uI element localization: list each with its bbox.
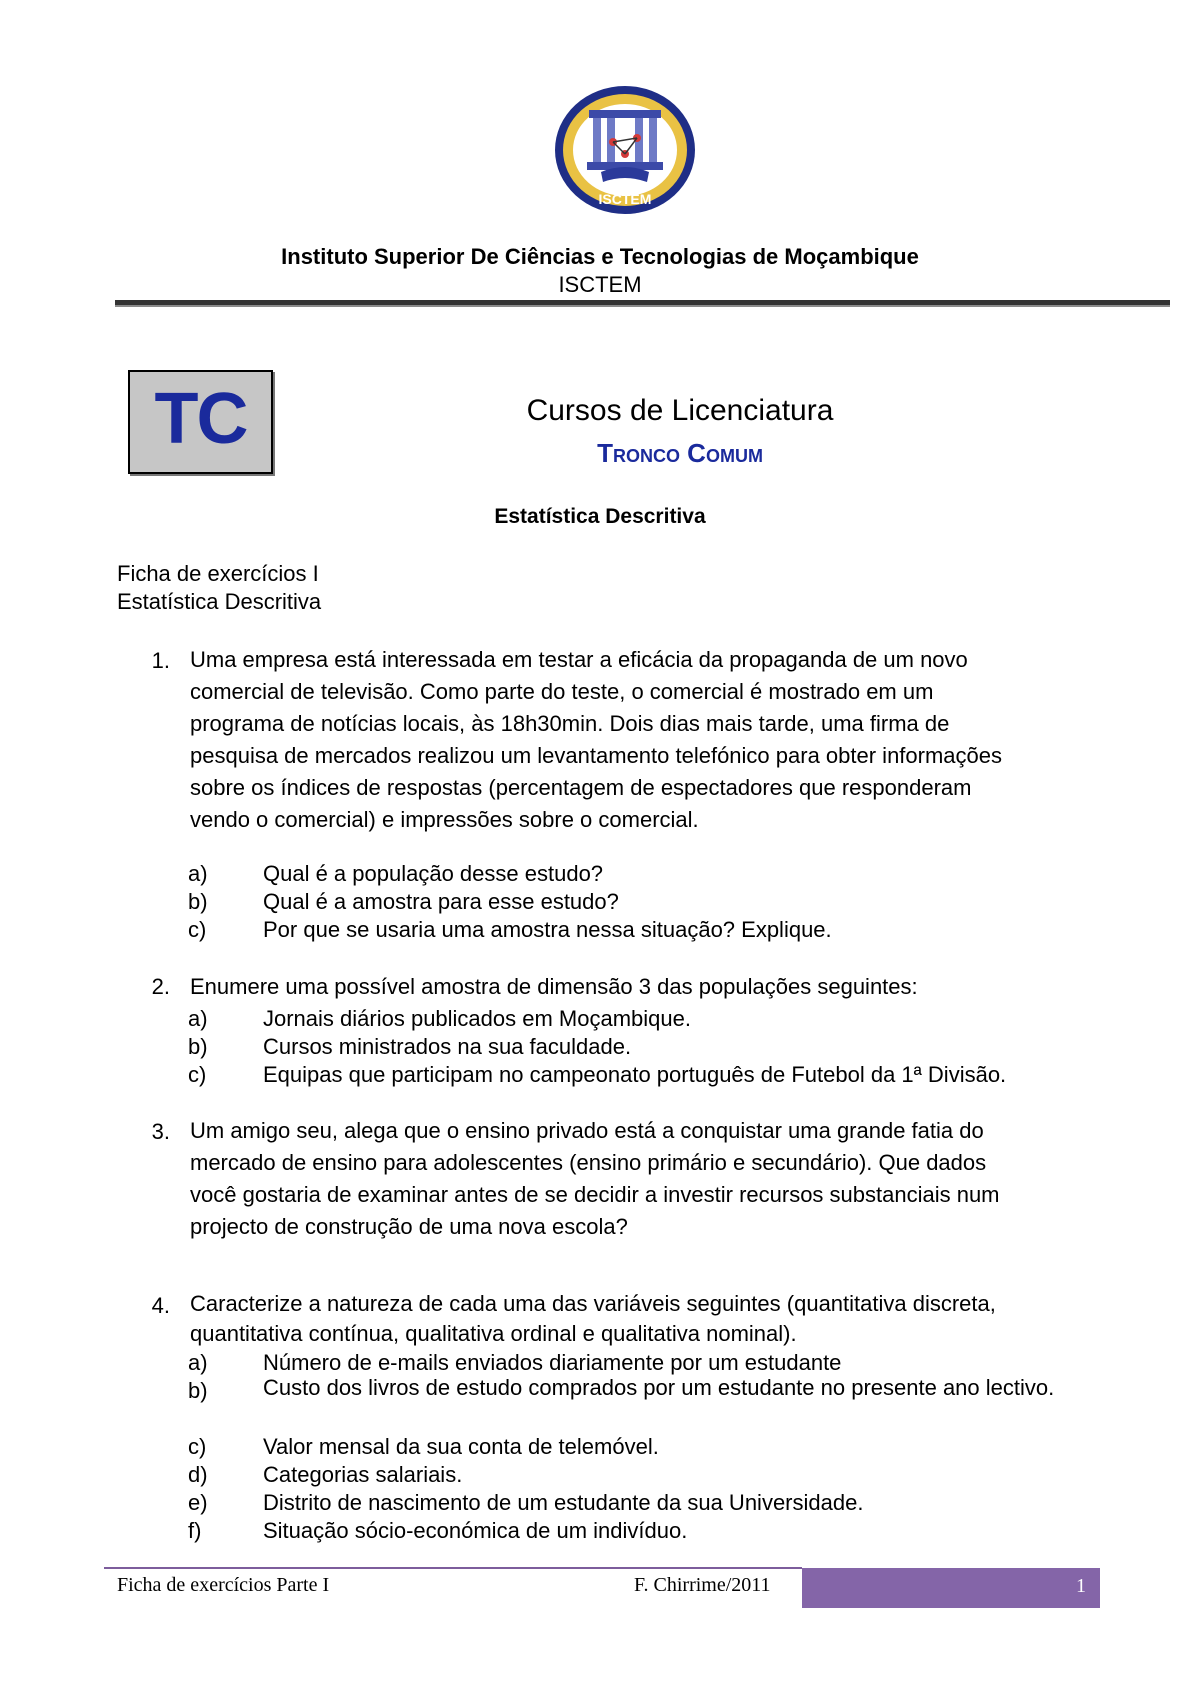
item-text: Custo dos livros de estudo comprados por um estudante no presente ano lectivo. (263, 1375, 1055, 1400)
item-text: Qual é a amostra para esse estudo? (263, 889, 619, 914)
question-line: Uma empresa está interessada em testar a eficácia da propaganda de um novo (190, 647, 968, 672)
item-letter: a) (188, 861, 208, 886)
sheet-subject: Estatística Descritiva (117, 589, 322, 614)
course-title: Cursos de Licenciatura (526, 394, 834, 427)
item-letter: d) (188, 1462, 208, 1487)
item-text: Por que se usaria uma amostra nessa situação? Explique. (263, 917, 832, 942)
question-number: 2. (151, 974, 170, 999)
footer-author: F. Chirrime/2011 (634, 1574, 771, 1596)
question-line: Um amigo seu, alega que o ensino privado está a conquistar uma grande fatia do (190, 1118, 984, 1143)
item-text: Jornais diários publicados em Moçambique. (263, 1006, 691, 1031)
footer-page-box (802, 1568, 1100, 1608)
item-text: Equipas que participam no campeonato português de Futebol da 1ª Divisão. (263, 1062, 1007, 1087)
course-subtitle: Tronco Comum (597, 438, 763, 468)
item-letter: c) (188, 1434, 207, 1459)
subject-title: Estatística Descritiva (494, 505, 706, 528)
item-letter: b) (188, 889, 208, 914)
institution-name: Instituto Superior De Ciências e Tecnologias de Moçambique (281, 244, 919, 269)
item-text: Situação sócio-económica de um indivíduo. (263, 1518, 688, 1543)
question-line: comercial de televisão. Como parte do teste, o comercial é mostrado em um (190, 679, 934, 704)
question-text (190, 1115, 1092, 1243)
item-letter: f) (188, 1518, 202, 1543)
question-number: 1. (151, 648, 170, 673)
course-code-box (128, 370, 273, 474)
course-code-label: TC (154, 379, 247, 459)
footer-sheet-label: Ficha de exercícios Parte I (117, 1574, 330, 1596)
question-line: Caracterize a natureza de cada uma das variáveis seguintes (quantitativa discreta, (190, 1291, 996, 1316)
question-text (190, 644, 1092, 836)
item-letter: a) (188, 1350, 208, 1375)
question-line: vendo o comercial) e impressões sobre o comercial. (190, 807, 699, 832)
institution-abbr: ISCTEM (558, 272, 642, 297)
item-text: Distrito de nascimento de um estudante da sua Universidade. (263, 1490, 864, 1515)
item-text: Qual é a população desse estudo? (263, 861, 604, 886)
page-number: 1 (1076, 1575, 1086, 1597)
sheet-title: Ficha de exercícios I (117, 561, 319, 586)
item-letter: b) (188, 1034, 208, 1059)
question-number: 3. (151, 1119, 170, 1144)
item-text: Valor mensal da sua conta de telemóvel. (263, 1434, 659, 1459)
item-text: Número de e-mails enviados diariamente por um estudante (263, 1350, 842, 1375)
question-line: pesquisa de mercados realizou um levantamento telefónico para obter informações (190, 743, 1003, 768)
question-line: projecto de construção de uma nova escola? (190, 1214, 628, 1239)
svg-text:ISCTEM: ISCTEM (598, 191, 652, 207)
question-line: quantitativa contínua, qualitativa ordinal e qualitativa nominal). (190, 1321, 797, 1346)
item-letter: a) (188, 1006, 208, 1031)
isctem-logo (551, 82, 699, 218)
question-text (190, 1289, 1092, 1349)
item-letter: c) (188, 1062, 207, 1087)
item-text: Categorias salariais. (263, 1462, 463, 1487)
header-divider (115, 300, 1170, 307)
item-letter: c) (188, 917, 207, 942)
question-line: sobre os índices de respostas (percentagem de espectadores que responderam (190, 775, 972, 800)
question-line: mercado de ensino para adolescentes (ensino primário e secundário). Que dados (190, 1150, 987, 1175)
item-letter: e) (188, 1490, 208, 1515)
item-letter: b) (188, 1378, 208, 1403)
question-line: programa de notícias locais, às 18h30min. Dois dias mais tarde, uma firma de (190, 711, 950, 736)
question-line: Enumere uma possível amostra de dimensão 3 das populações seguintes: (190, 974, 918, 999)
question-number: 4. (151, 1293, 170, 1318)
question-line: você gostaria de examinar antes de se decidir a investir recursos substanciais num (190, 1182, 1000, 1207)
item-text: Cursos ministrados na sua faculdade. (263, 1034, 632, 1059)
footer-divider (104, 1567, 802, 1569)
